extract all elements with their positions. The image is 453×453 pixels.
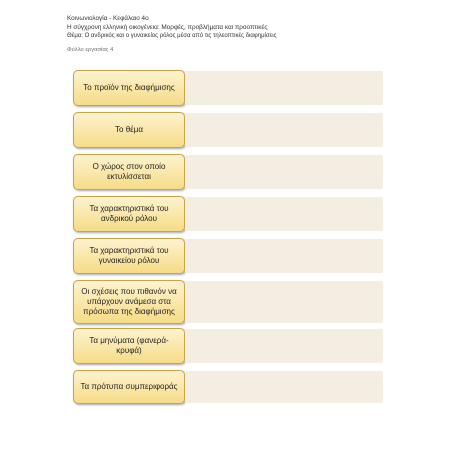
row-answer-field[interactable]	[185, 197, 383, 231]
row-label: Το προϊόν της διαφήμισης	[73, 70, 185, 106]
row-answer-field[interactable]	[185, 371, 383, 403]
row-label: Το θέμα	[73, 112, 185, 148]
worksheet-header	[67, 14, 437, 55]
row-answer-field[interactable]	[185, 71, 383, 105]
row-answer-field[interactable]	[185, 113, 383, 147]
row-label: Τα μηνύματα (φανερά-κρυφά)	[73, 328, 185, 364]
row-answer-field[interactable]	[185, 239, 383, 273]
row-label: Τα χαρακτηριστικά του ανδρικού ρόλου	[73, 196, 185, 232]
chapter-title: Η σύγχρονη ελληνική οικογένεια: Μορφές, προβλήματα και προοπτικές	[67, 24, 268, 32]
row-label: Οι σχέσεις που πιθανόν να υπάρχουν ανάμεσα στα πρόσωπα της διαφήμισης	[73, 280, 185, 324]
row-label: Τα πρότυπα συμπεριφοράς	[73, 370, 185, 404]
row-answer-field[interactable]	[185, 329, 383, 363]
subject-line: Θέμα: Ο ανδρικός και ο γυναικείος ρόλος μέσα από τις τηλεοπτικές διαφημίσεις	[67, 33, 277, 40]
row-label: Ο χώρος στον οποίο εκτυλίσσεται	[73, 154, 185, 190]
worksheet-label: Φύλλο εργασίας 4	[67, 46, 114, 53]
row-answer-field[interactable]	[185, 155, 383, 189]
row-label: Τα χαρακτηριστικά του γυναικείου ρόλου	[73, 238, 185, 274]
row-answer-field[interactable]	[185, 281, 383, 323]
course-title: Κοινωνιολογία - Κεφάλαιο 4ο	[67, 15, 149, 22]
